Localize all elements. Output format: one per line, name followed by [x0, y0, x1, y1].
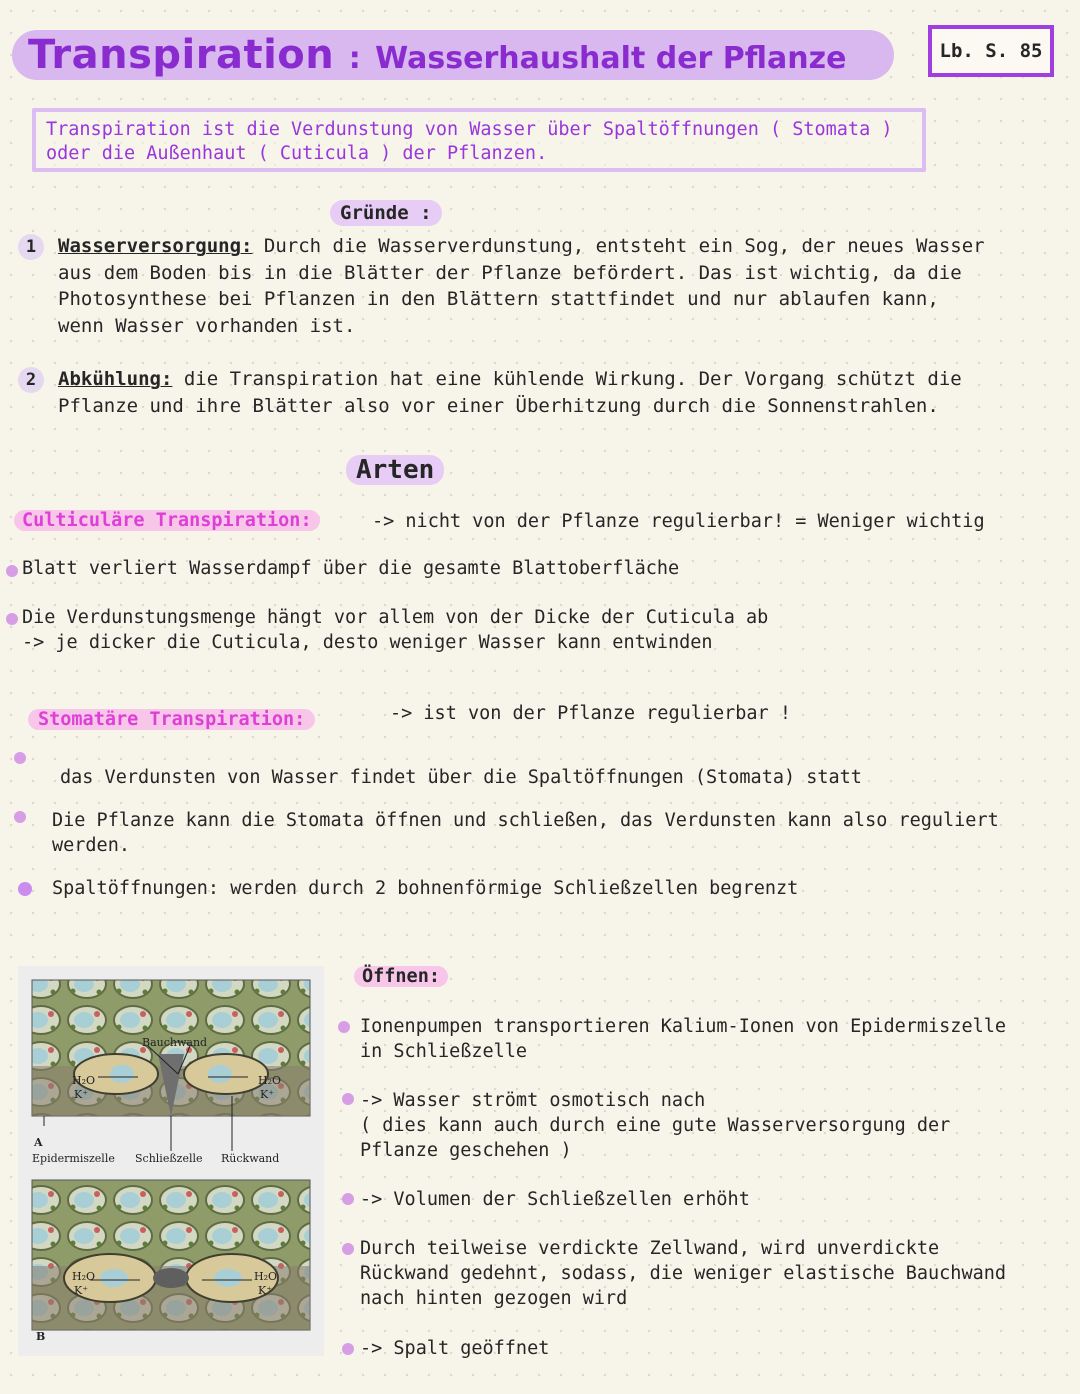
- reason-number: 2: [18, 367, 44, 393]
- label-bauchwand: Bauchwand: [142, 1036, 208, 1049]
- reason-line: aus dem Boden bis in die Blätter der Pflanze befördert. Das ist wichtig, da die: [58, 261, 962, 284]
- label-kplus: K⁺: [74, 1088, 89, 1101]
- bullet-dot: [342, 1193, 354, 1205]
- types-heading: [334, 455, 456, 485]
- definition-box: [32, 108, 926, 172]
- reason-line: wenn Wasser vorhanden ist.: [58, 314, 356, 337]
- page-title: [28, 32, 846, 78]
- reason-line: die Transpiration hat eine kühlende Wirkung. Der Vorgang schützt die: [183, 368, 962, 390]
- label-panel-a: A: [34, 1136, 43, 1149]
- stomatal-label-text: Stomatäre Transpiration:: [28, 709, 315, 730]
- opening-step-line: Rückwand gedehnt, sodass, die weniger elastische Bauchwand: [360, 1263, 1007, 1284]
- opening-step-line: in Schließzelle: [360, 1041, 528, 1062]
- opening-step: [360, 1088, 950, 1163]
- reason-term: Wasserversorgung:: [58, 235, 253, 257]
- bullet-dot: [14, 752, 26, 764]
- opening-heading: [354, 964, 448, 989]
- cuticular-label: [14, 508, 320, 533]
- bullet-dot: [342, 1243, 354, 1255]
- opening-step: [360, 1336, 549, 1361]
- stomatal-label: [28, 707, 315, 732]
- stomatal-bullet-cont: werden.: [52, 835, 130, 856]
- opening-step-line: -> Wasser strömt osmotisch nach: [360, 1090, 706, 1111]
- label-h2o: H₂O: [72, 1270, 96, 1283]
- label-kplus: K⁺: [258, 1284, 273, 1297]
- label-kplus: K⁺: [260, 1088, 275, 1101]
- bullet-dot: [6, 613, 18, 625]
- label-panel-b: B: [36, 1330, 46, 1343]
- cuticular-sub-note: -> je dicker die Cuticula, desto weniger Wasser kann entwinden: [22, 632, 713, 653]
- reason-line: Durch die Wasserverdunstung, entsteht ein Sog, der neues Wasser: [263, 235, 985, 257]
- cuticular-label-text: Culticuläre Transpiration:: [14, 510, 320, 531]
- opening-step-line: Pflanze geschehen ): [360, 1140, 572, 1161]
- opening-heading-text: Öffnen:: [354, 966, 448, 987]
- label-schliesszelle: Schließzelle: [135, 1152, 203, 1165]
- types-heading-text: Arten: [346, 455, 444, 485]
- label-h2o: H₂O: [258, 1074, 282, 1087]
- label-h2o: H₂O: [72, 1074, 96, 1087]
- reasons-heading-text: Gründe :: [330, 200, 442, 226]
- reason-2: [58, 366, 1068, 419]
- opening-step-line: Ionenpumpen transportieren Kalium-Ionen von Epidermiszelle: [360, 1016, 1007, 1037]
- bullet-dot: [342, 1343, 354, 1355]
- opening-step-line: -> Volumen der Schließzellen erhöht: [360, 1189, 750, 1210]
- title-subtitle: Wasserhaushalt der Pflanze: [375, 41, 847, 76]
- reasons-heading: [330, 202, 442, 224]
- stomata-figure: [18, 966, 324, 1356]
- label-h2o: H₂O: [254, 1270, 278, 1283]
- title-main: Transpiration: [28, 32, 335, 78]
- title-separator: :: [348, 41, 361, 76]
- bullet-dot: [14, 811, 26, 823]
- opening-step: [360, 1236, 1006, 1311]
- reason-line: Photosynthese bei Pflanzen in den Blättern stattfindet und nur ablaufen kann,: [58, 288, 939, 310]
- stomatal-bullet: das Verdunsten von Wasser findet über die Spaltöffnungen (Stomata) statt: [60, 767, 862, 788]
- stomatal-note: -> ist von der Pflanze regulierbar !: [390, 703, 791, 724]
- opening-step-line: -> Spalt geöffnet: [360, 1338, 550, 1359]
- bullet-dot: [338, 1021, 350, 1033]
- reason-line: Pflanze und ihre Blätter also vor einer Überhitzung durch die Sonnenstrahlen.: [58, 394, 939, 417]
- opening-step-line: ( dies kann auch durch eine gute Wasserversorgung der: [360, 1115, 951, 1136]
- bullet-dot: [6, 565, 18, 577]
- page-reference: Lb. S. 85: [928, 25, 1054, 77]
- definition-line: oder die Außenhaut ( Cuticula ) der Pflanzen.: [46, 143, 548, 164]
- bullet-dot: [18, 882, 32, 896]
- cuticular-bullet: Die Verdunstungsmenge hängt vor allem von der Dicke der Cuticula ab: [22, 607, 769, 628]
- definition-line: Transpiration ist die Verdunstung von Wasser über Spaltöffnungen ( Stomata ): [46, 119, 893, 140]
- opening-step: [360, 1187, 750, 1212]
- label-epidermiszelle: Epidermiszelle: [32, 1152, 115, 1165]
- reason-number: 1: [18, 234, 44, 260]
- opening-step: [360, 1014, 1006, 1064]
- label-kplus: K⁺: [74, 1284, 89, 1297]
- reason-1: [58, 233, 1068, 339]
- opening-step-line: Durch teilweise verdickte Zellwand, wird unverdickte: [360, 1238, 940, 1259]
- reason-term: Abkühlung:: [58, 368, 173, 390]
- label-rueckwand: Rückwand: [221, 1152, 280, 1165]
- cuticular-bullet: Blatt verliert Wasserdampf über die gesamte Blattoberfläche: [22, 558, 680, 579]
- stomatal-bullet: Spaltöffnungen: werden durch 2 bohnenförmige Schließzellen begrenzt: [52, 878, 799, 899]
- opening-step-line: nach hinten gezogen wird: [360, 1288, 628, 1309]
- cuticular-note: -> nicht von der Pflanze regulierbar! = Weniger wichtig: [372, 511, 985, 532]
- stomatal-bullet: Die Pflanze kann die Stomata öffnen und schließen, das Verdunsten kann also reguliert: [52, 810, 999, 831]
- bullet-dot: [342, 1093, 354, 1105]
